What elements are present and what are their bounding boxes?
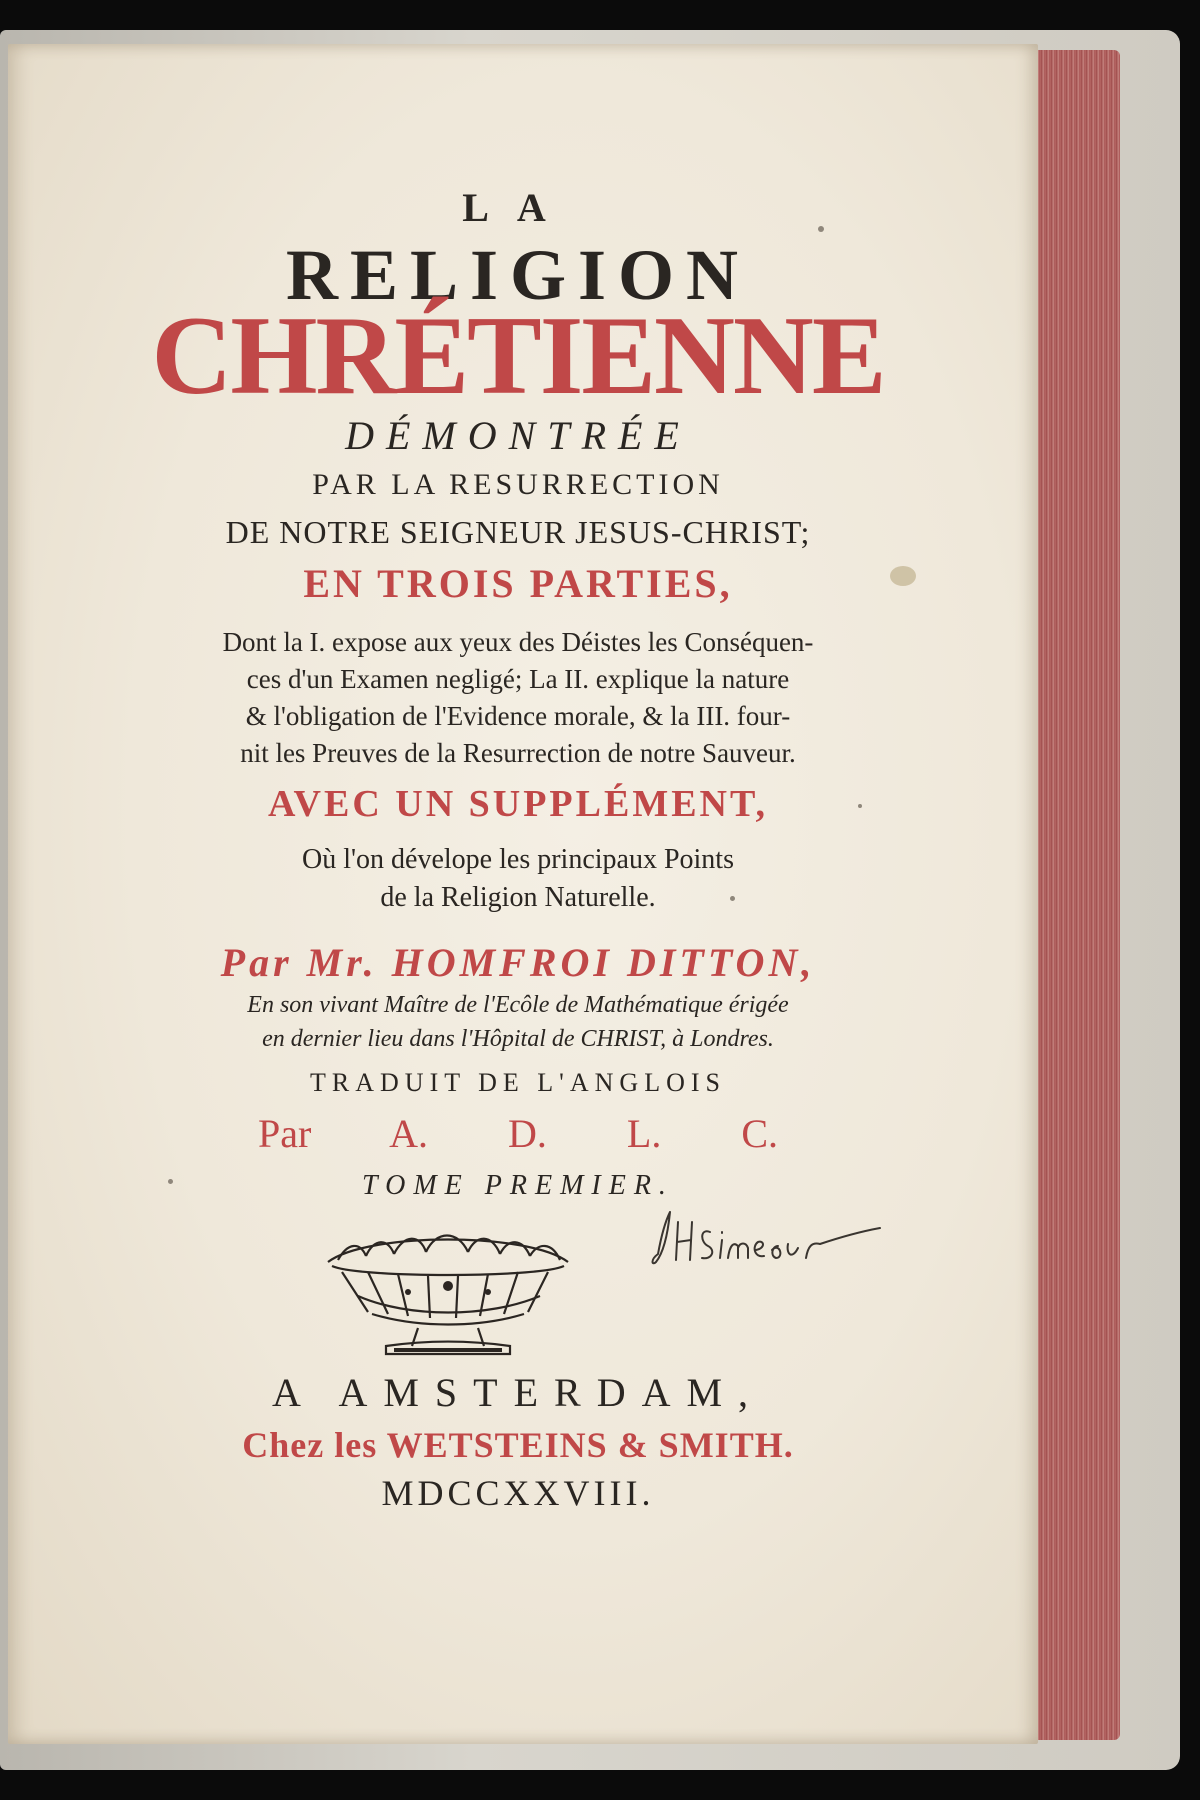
translator-initials: Par A. D. L. C. xyxy=(258,1111,778,1156)
volume-label: TOME PREMIER. xyxy=(362,1170,674,1201)
publication-date: MDCCXXVIII. xyxy=(381,1473,655,1513)
supplement-line: de la Religion Naturelle. xyxy=(380,882,656,913)
supplement-line: Où l'on dévelope les principaux Points xyxy=(302,844,734,875)
paper-speck xyxy=(730,896,735,901)
subtitle-trois-parties: EN TROIS PARTIES, xyxy=(303,561,733,606)
translation-note: TRADUIT DE L'ANGLOIS xyxy=(310,1068,726,1097)
title-demontree: DÉMONTRÉE xyxy=(345,413,691,458)
author-description: En son vivant Maître de l'Ecôle de Mathématique érigée xyxy=(247,992,789,1018)
publisher-line: Chez les WETSTEINS & SMITH. xyxy=(242,1425,794,1465)
title-la: LA xyxy=(462,185,574,230)
description-line: Dont la I. expose aux yeux des Déistes les Conséquen- xyxy=(222,627,814,657)
description-line: & l'obligation de l'Evidence morale, & la III. four- xyxy=(245,701,791,731)
description-line: ces d'un Examen negligé; La II. explique la nature xyxy=(246,664,790,694)
subtitle-jesus-christ: DE NOTRE SEIGNEUR JESUS-CHRIST; xyxy=(225,514,811,550)
title-religion: RELIGION xyxy=(285,235,751,315)
author-line: Par Mr. HOMFROI DITTON, xyxy=(220,940,816,985)
title-chretienne: CHRÉTIENNE xyxy=(151,294,885,418)
paper-stain xyxy=(890,566,916,586)
publication-place: A AMSTERDAM, xyxy=(271,1370,765,1415)
basket-ornament xyxy=(308,1222,588,1362)
paper-speck xyxy=(818,226,824,232)
subtitle-resurrection: PAR LA RESURRECTION xyxy=(312,468,724,501)
paper-speck xyxy=(858,804,862,808)
author-description: en dernier lieu dans l'Hôpital de CHRIST, à Londres. xyxy=(262,1026,774,1052)
paper-speck xyxy=(168,1179,173,1184)
handwritten-signature xyxy=(648,1202,888,1272)
supplement-heading: AVEC UN SUPPLÉMENT, xyxy=(267,783,769,825)
description-line: nit les Preuves de la Resurrection de notre Sauveur. xyxy=(240,738,796,768)
title-page xyxy=(8,44,1038,1744)
